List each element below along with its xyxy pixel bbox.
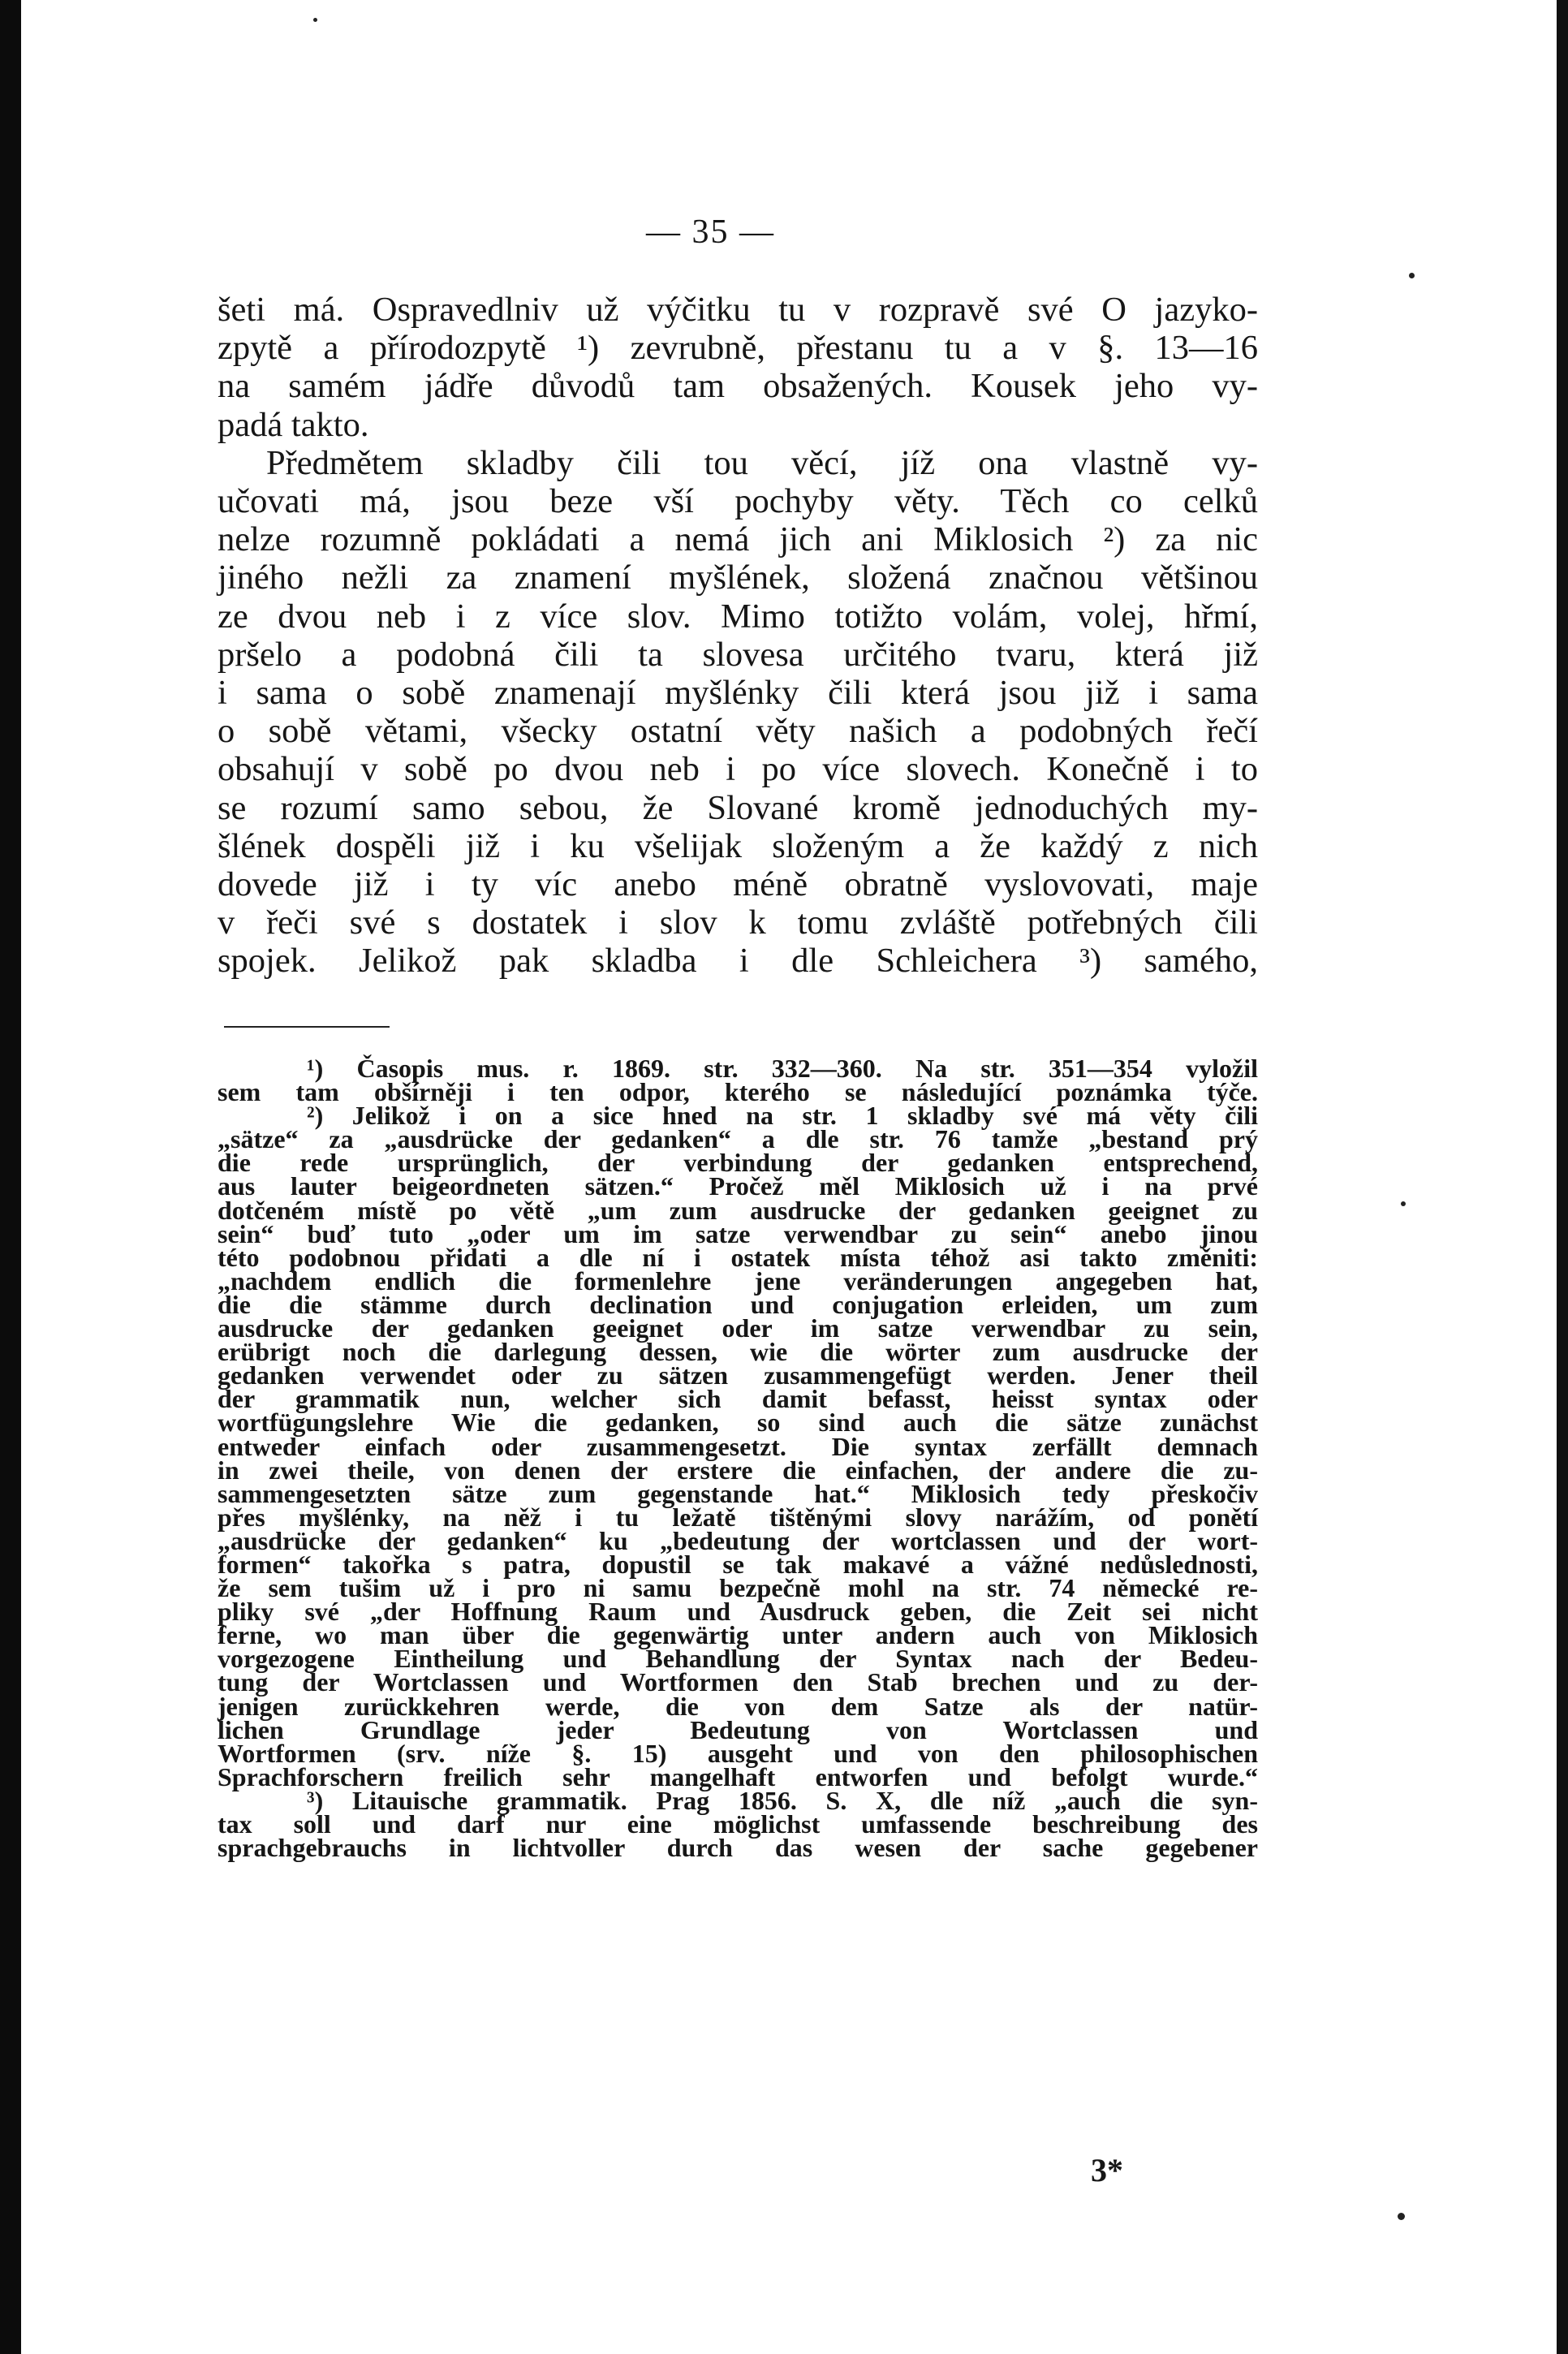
footnote-line: Wortformen (srv. níže §. 15) ausgeht und von den philosophischen <box>218 1738 1258 1768</box>
text-line: obsahují v sobě po dvou neb i po více slovech. Konečně i to <box>218 750 1258 789</box>
main-text-block <box>218 291 1258 981</box>
footnote-line: sammengesetzten sätze zum gegenstande hat.“ Miklosich tedy přeskočiv <box>218 1478 1258 1508</box>
scan-border-left <box>0 0 21 2354</box>
footnote-line: in zwei theile, von denen der erstere die einfachen, der andere die zu- <box>218 1455 1258 1485</box>
printer-signature-mark: 3* <box>1091 2152 1123 2188</box>
footnote-line: wortfügungslehre Wie die gedanken, so sind auch die sätze zunächst <box>218 1408 1258 1438</box>
footnote-line: vorgezogene Eintheilung und Behandlung der Syntax nach der Bedeu- <box>218 1644 1258 1674</box>
footnote-line: ausdrucke der gedanken geeignet oder im satze verwendbar zu sein, <box>218 1313 1258 1343</box>
text-line: šlének dospěli již i ku všelijak složeným a že každý z nich <box>218 826 1258 865</box>
footnote-line: jenigen zurückkehren werde, die von dem Satze als der natür- <box>218 1691 1258 1721</box>
footnote-line: ²) Jelikož i on a sice hned na str. 1 skladby své má věty čili <box>307 1101 1258 1131</box>
footnote-line: erübrigt noch die darlegung dessen, wie die wörter zum ausdrucke der <box>218 1337 1258 1367</box>
footnote-line: der grammatik nun, welcher sich damit befasst, heisst syntax oder <box>218 1384 1258 1414</box>
text-line: zpytě a přírodozpytě ¹) zevrubně, přestanu tu a v §. 13—16 <box>218 329 1258 368</box>
text-line: na samém jádře důvodů tam obsažených. Kousek jeho vy- <box>218 367 1258 406</box>
text-line: dovede již i ty víc anebo méně obratně vyslovovati, maje <box>218 865 1258 904</box>
footnote-line: této podobnou přidati a dle ní i ostatek místa téhož asi takto změniti: <box>218 1242 1258 1272</box>
text-line: pršelo a podobná čili ta slovesa určitého tvaru, která již <box>218 635 1258 674</box>
text-line: ze dvou neb i z více slov. Mimo totižto volám, volej, hřmí, <box>218 597 1258 636</box>
footnote-line: „sätze“ za „ausdrücke der gedanken“ a dle str. 76 tamže „bestand prý <box>218 1124 1258 1154</box>
text-line: i sama o sobě znamenají myšlénky čili která jsou již i sama <box>218 674 1258 713</box>
footnote-line: ¹) Časopis mus. r. 1869. str. 332—360. Na str. 351—354 vyložil <box>307 1054 1258 1083</box>
text-line: spojek. Jelikož pak skladba i dle Schleichera ³) samého, <box>218 942 1258 981</box>
text-line: v řeči své s dostatek i slov k tomu zvláště potřebných čili <box>218 903 1258 942</box>
scan-speck <box>1401 1201 1406 1206</box>
footnote-line: „ausdrücke der gedanken“ ku „bedeutung der wortclassen und der wort- <box>218 1525 1258 1555</box>
footnote-line: pliky své „der Hoffnung Raum und Ausdruck geben, die Zeit sei nicht <box>218 1597 1258 1627</box>
text-line: o sobě větami, všecky ostatní věty našich a podobných řečí <box>218 712 1258 751</box>
footnote-line: tung der Wortclassen und Wortformen den Stab brechen und zu der- <box>218 1667 1258 1697</box>
text-line: učovati má, jsou beze vší pochyby věty. Těch co celků <box>218 482 1258 521</box>
page-number: — 35 — <box>646 213 775 251</box>
footnote-line: sprachgebrauchs in lichtvoller durch das wesen der sache gegebener <box>218 1833 1258 1863</box>
footnote-line: sem tam obšírněji i ten odpor, kterého se následující poznámka týče. <box>218 1077 1258 1107</box>
text-line: šeti má. Ospravedlniv už výčitku tu v rozpravě své O jazyko- <box>218 291 1258 329</box>
footnote-line: die die stämme durch declination und conjugation erleiden, um zum <box>218 1289 1258 1319</box>
footnote-line: dotčeném místě po větě „um zum ausdrucke der gedanken geeignet zu <box>218 1195 1258 1225</box>
footnote-line: „nachdem endlich die formenlehre jene veränderungen angegeben hat, <box>218 1265 1258 1296</box>
text-line: nelze rozumně pokládati a nemá jich ani Miklosich ²) za nic <box>218 520 1258 559</box>
footnotes-block <box>218 1054 1258 1863</box>
footnote-line: aus lauter beigeordneten sätzen.“ Pročež měl Miklosich už i na prvé <box>218 1171 1258 1201</box>
text-line: se rozumí samo sebou, že Slované kromě jednoduchých my- <box>218 788 1258 827</box>
footnote-line: ferne, wo man über die gegenwärtig unter andern auch von Miklosich <box>218 1620 1258 1650</box>
footnote-line: die rede ursprünglich, der verbindung der gedanken entsprechend, <box>218 1148 1258 1178</box>
footnote-line: přes myšlénky, na něž i tu ležatě tištěnými slovy narážím, od ponětí <box>218 1502 1258 1532</box>
footnote-line: gedanken verwendet oder zu sätzen zusammengefügt werden. Jener theil <box>218 1360 1258 1390</box>
footnote-line: ³) Litauische grammatik. Prag 1856. S. X, dle níž „auch die syn- <box>307 1785 1258 1815</box>
text-line: jiného nežli za znamení myšlének, složená značnou většinou <box>218 558 1258 597</box>
scan-speck <box>1398 2213 1405 2220</box>
footnote-separator <box>224 1026 390 1028</box>
scan-border-right <box>1557 0 1568 2354</box>
text-line: padá takto. <box>218 405 369 444</box>
footnote-line: entweder einfach oder zusammengesetzt. Die syntax zerfällt demnach <box>218 1431 1258 1461</box>
footnote-line: sein“ buď tuto „oder um im satze verwendbar zu sein“ anebo jinou <box>218 1218 1258 1248</box>
scan-speck <box>313 18 317 22</box>
text-line: Předmětem skladby čili tou věcí, jíž ona vlastně vy- <box>266 443 1258 482</box>
scan-speck <box>1409 273 1415 278</box>
footnote-line: lichen Grundlage jeder Bedeutung von Wortclassen und <box>218 1714 1258 1744</box>
footnote-line: tax soll und darf nur eine möglichst umfassende beschreibung des <box>218 1809 1258 1839</box>
footnote-line: formen“ takořka s patra, dopustil se tak makavé a vážné nedůslednosti, <box>218 1549 1258 1579</box>
footnote-line: že sem tušim už i pro ni samu bezpečně mohl na str. 74 německé re- <box>218 1573 1258 1603</box>
footnote-line: Sprachforschern freilich sehr mangelhaft entworfen und befolgt wurde.“ <box>218 1761 1258 1791</box>
